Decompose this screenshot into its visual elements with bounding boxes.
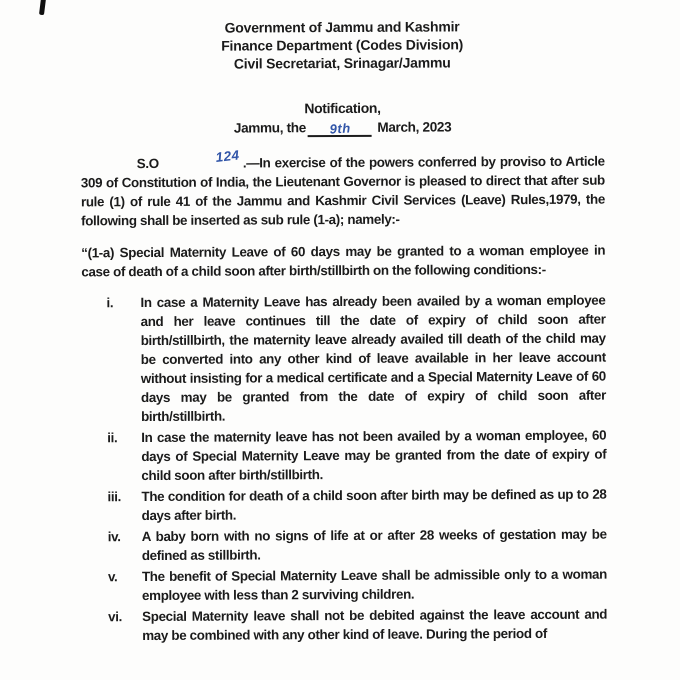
condition-number: ii.	[107, 430, 118, 446]
letterhead-line-secretariat: Civil Secretariat, Srinagar/Jammu	[233, 54, 451, 72]
date-prefix: Jammu, the	[233, 120, 306, 136]
so-paragraph-text: .—In exercise of the powers conferred by proviso to Article 309 of Constitution of India, the Lieutenant Governor is pleased to direct that after sub rule (1) of rule 41 of the Jammu and Kashmir Civil Services (Leave) Rules,1979, the following shall be inserted as sub rule (1-a); namely:-	[80, 153, 605, 229]
so-label: S.O	[136, 155, 159, 172]
condition-text: The condition for death of a child soon after birth may be defined as up to 28 days after birth.	[141, 486, 607, 524]
condition-item-4	[83, 525, 607, 566]
condition-text: In case a Maternity Leave has already been availed by a woman employee and her leave continues till the date of expiry of child soon after birth/stillbirth, the maternity leave already availed till death of the child may be converted into any other kind of leave available in her leave account without insisting for a medical certificate and a Special Maternity Leave of 60 days may be granted from the date of expiry of child soon after birth/stillbirth.	[140, 292, 607, 425]
condition-number: vi.	[108, 609, 123, 625]
condition-number: iv.	[107, 529, 121, 545]
condition-number: iii.	[107, 489, 122, 505]
condition-item-1	[81, 291, 606, 427]
condition-text: A baby born with no signs of life at or after 28 weeks of gestation may be defined as stillbirth.	[141, 526, 607, 564]
condition-text: In case the maternity leave has not been availed by a woman employee, 60 days of Special Maternity Leave may be granted from the date of expiry of child soon after birth/stillbirth.	[141, 427, 607, 484]
notification-title: Notification,	[304, 99, 381, 117]
condition-number: i.	[106, 295, 114, 311]
date-line	[81, 117, 605, 140]
handwritten-so-number: 124	[214, 147, 241, 165]
handwritten-day: 9th	[329, 120, 351, 137]
insertion-paragraph: “(1-a) Special Maternity Leave of 60 days may be granted to a woman employee in case of death of a child soon after birth/stillbirth on the following conditions:-	[81, 242, 606, 280]
condition-item-3	[82, 485, 606, 526]
condition-item-6	[83, 605, 607, 646]
condition-number: v.	[107, 569, 118, 585]
date-blank-underline	[308, 120, 372, 137]
pen-stroke-mark	[39, 0, 46, 15]
condition-item-5	[83, 565, 607, 606]
conditions-list	[81, 291, 607, 646]
condition-item-2	[82, 426, 606, 486]
date-suffix: March, 2023	[377, 119, 452, 135]
letterhead	[80, 17, 604, 74]
letterhead-line-government: Government of Jammu and Kashmir	[224, 18, 460, 36]
so-paragraph	[80, 147, 605, 231]
condition-text: Special Maternity leave shall not be debited against the leave account and may be combined with any other kind of leave. During the period of	[142, 606, 608, 644]
letterhead-line-department: Finance Department (Codes Division)	[221, 36, 464, 54]
condition-text: The benefit of Special Maternity Leave shall be admissible only to a woman employee with less than 2 surviving children.	[141, 566, 607, 604]
